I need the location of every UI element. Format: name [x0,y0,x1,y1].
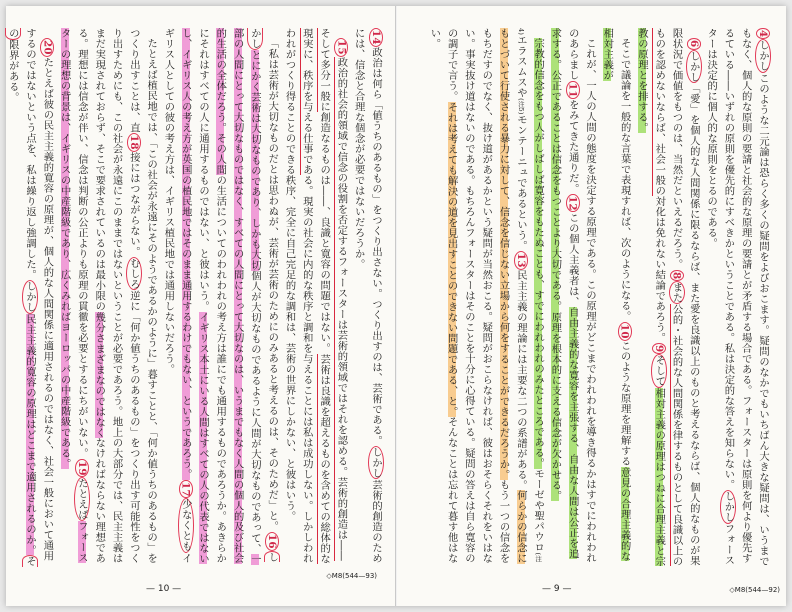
annotation-number: 11 [566,82,579,98]
page-number: — 9 — [542,584,572,594]
annotation-number: 6 [687,40,700,48]
circled-word: また [670,281,683,303]
paragraph: 6しかし「愛」を個人的な人間関係に限るならば、また愛を良識以上のものと考えるならば、個人的なものが果限状況で価値をもつのは、当然だといえるだろう。8また公的・社会的な人間関係を律するものとして良識以上のものを認めないならば、社会一般の対化は免れない結論であろう。9そして相対主義の原理はつねに合理主義と宗教の原理とを排する。 [635,28,700,567]
circled-word: しかし [722,491,735,523]
paragraph: これが、一人の人間の態度を決定する原理である。この原理がどこまでわれわれを導き得るかはすでにわれわれのあらまし11をみてきた通りだ。12この個人主義者は、自由主義的な寛容を主張する、自由な人間は公正を追求する。公正であることは信念をもつことより大切である。原理を根本的に支える信念が欠かせる。 [549,28,597,564]
circled-word: しかし [24,281,37,313]
left-page-text [6,28,384,568]
page-number: — 10 — [146,584,182,594]
annotation-number: 4 [757,30,769,38]
right-page [396,6,786,606]
paragraph: そこで議論を一般的な言葉で表現すれば、次のようになる。10このような原理を理解する意見の合理主義的な相対主義が [601,28,631,562]
circled-word: しかし [370,446,382,479]
right-page-text [411,28,771,568]
annotation-number: 9 [653,345,666,353]
circled-word: そして [653,355,666,387]
circled-word: 少なくとも [179,499,192,552]
circled-word: たとえば [75,478,88,521]
circled-word: しかし [757,40,769,72]
annotation-number: 20 [41,40,54,56]
circled-word: しかし [687,50,700,83]
annotation-number: 8 [670,271,683,279]
circled-word: その [6,28,37,567]
paragraph: 「私は芸術が大切なものだとは思わぬが、芸術が芸術のためにのみあると考えるのは、そのためだ」と。16しかしとにかく芸術は大切なものであり、しかも大切個人が大切なものであるように人間が大切なものであって、一部の人間にとって大切なものではなく、すべての人間にとって大切なのは、いうまでもなく人間の個人的及び社会的生活の全体だろう。その人間の生活についてのわれわれの考え方は誰にでも通用するものであろうか。あきらかにそれはすべての人に通用するものではない、と彼はいう。イギリス本土にいる人間はすべての人の代表ではないし、イギリス人の考え方が英国の植民地ではそのまま通用するわけでもない、というであろう。17少なくともイギリス人としての彼の考え方は、イギリス植民地では通用しないだろう。 [162,28,279,565]
annotation-number: 10 [618,323,631,339]
circled-word: むしろ [127,257,140,290]
book-spread [6,6,786,606]
paragraph: 4しかしこのような二元論は恐らく多くの疑問をよびおこます。疑問のなかでもいちばん大きな疑問は、いうまでもなく、個人的な原則の要請と社会的な原理の要請とが矛盾する場合である。フォースターは原則を何より優先するている――いずれの原則を優先的にすべきかということである。私は決定的な答えを知らない。しかしフォースターは決定的に個人的な原則をとるのである。 [705,28,769,567]
annotation-number: 13 [514,253,527,268]
annotation-number: 18 [127,135,140,150]
paragraph: 宗教的信念をもつ人がしばしば寛容をもたぬことも、すでにわれわれのみたところである。モーゼや聖パウロ(注4)エラスムスや(注5)モンテーニュであるという。13民主主義の理論には主要な二つの系譜がある。何らかの信念にもとづいて行使される暴力に対して、信念を信じない立場から何をすることができるだろうか。もう一つの信念をもちだすのでなく、抜け道があるかという疑問が当然おこる。疑問がおこらなければ、彼はおそらくそれをいはない。事実抜け道はないのである。もちろんフォースターはそのことを十分に心得ている。疑問の答えは自ら寛容のの調子で言う。それは考えても解決の道を見出すことのできない問題である、と。そんなことは忘れて暮す他はない。 [428,28,545,564]
paragraph: 14政治は何ら「値うちのあるもの」をつくり出さない。つくり出すのは、芸術である。しかし芸術的創造のためには、信念と合理な個念が必要ではないだろうか。 [352,28,382,564]
annotation-number: 15 [335,40,348,56]
annotation-number: 17 [179,481,192,497]
annotation-number: 16 [266,533,279,549]
page-code: ◇M8(544—92) [729,586,780,594]
annotation-number: 14 [370,30,382,45]
circled-word: しかし [248,28,279,563]
paragraph: たとえば植民地では、「この社会が永遠にそのようであるかのように」暮すことと、「何か値うちのあるもの」をつくり出すことは、直18接にはつながらない。むしろ逆に「何か値うちのあるもの」をつくり出す可能性をつくり出すためにも、この社会が永遠にこのままではないということが必要であろう。地上の大部分では、民主主義はまだ実現されておらず、そこで要求されているのは最小限の幾分さまざまなのではなくなければならない理想である。理想には信念が伴い、信念は判断の公正よりも原理の貫徹を必要とするにちがいない。19たとえばフォースターの理想の背景は、イギリスの中産階級であり、広くみればヨーロッパの中産階級である。 [58,28,158,564]
annotation-number: 12 [566,195,579,211]
page-code: ◇M8(544—93) [326,572,377,580]
annotation-number: 19 [75,460,88,476]
paragraph: 15政治的社会的領域で信念の役割を否定するフォースターは芸術的領域ではそれを認める。芸術的創造は――そして多分一般に創造なるものは――、良識と寛容の問題ではない。芸術は良識を超えるものを含めての総体的な現実に、秩序を与える仕事である。現実の社会に内的な秩序と調和を与えることには私は成功しない。しかしわれわれがつくり得ることのできる秩序、完全に自己完足的な調和は、芸術の世界にしかない、と彼はいう。 [283,28,348,564]
paragraph: 20たとえば彼の民主主義的寛容の原理が、個人的な人間関係に適用されるのではなく、社会一般において通用するのではないという点を、私は繰り返し強調した。しかし民主主義的寛容の原理はどこまで適用されるのか。その限界がある。 [6,28,54,567]
left-page [6,6,396,606]
